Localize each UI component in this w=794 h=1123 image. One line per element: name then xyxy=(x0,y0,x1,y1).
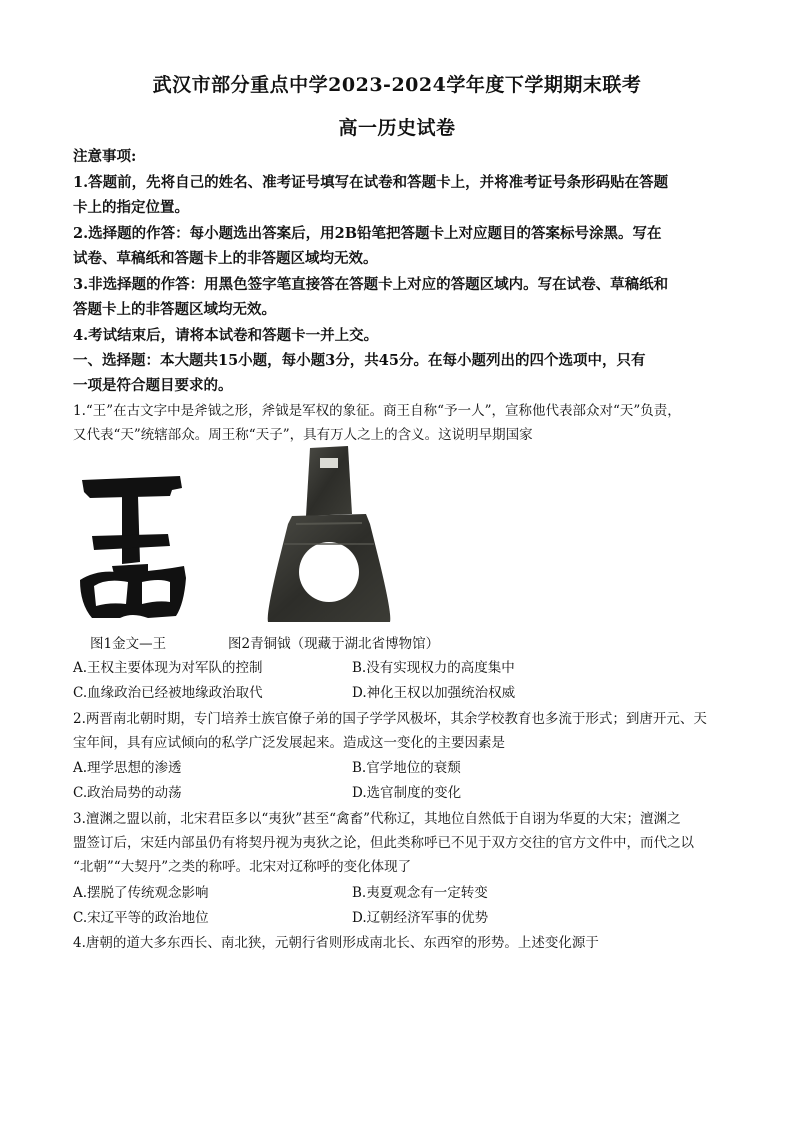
question-1-option-c: C.血缘政治已经被地缘政治取代 xyxy=(73,685,263,701)
question-3-option-a: A.摆脱了传统观念影响 xyxy=(73,885,209,901)
exam-title: 武汉市部分重点中学2023-2024学年度下学期期末联考 xyxy=(152,74,642,96)
question-3-option-b: B.夷夏观念有一定转变 xyxy=(352,885,488,901)
notes-line: 答题卡上的非答题区域均无效。 xyxy=(73,301,276,318)
figure-2-caption: 图2青铜钺（现藏于湖北省博物馆） xyxy=(228,636,440,652)
question-3-option-d: D.辽朝经济军事的优势 xyxy=(352,910,489,926)
bronze-yue-axe-figure xyxy=(262,444,396,626)
notes-line: 2.选择题的作答：每小题选出答案后，用2B铅笔把答题卡上对应题目的答案标号涂黑。写在 xyxy=(73,225,662,242)
notes-line: 4.考试结束后，请将本试卷和答题卡一并上交。 xyxy=(73,327,379,344)
question-3-text: 盟签订后，宋廷内部虽仍有将契丹视为夷狄之论，但此类称呼已不见于双方交往的官方文件中，而代之以 xyxy=(73,835,694,851)
question-4-text: 4.唐朝的道大多东西长、南北狭，元朝行省则形成南北长、东西窄的形势。上述变化源于 xyxy=(73,935,599,951)
jinwen-wang-figure xyxy=(76,474,188,622)
section-heading-line: 一项是符合题目要求的。 xyxy=(73,377,233,394)
question-2-option-b: B.官学地位的衰颓 xyxy=(352,760,461,776)
exam-subtitle: 高一历史试卷 xyxy=(338,117,456,139)
question-2-option-d: D.选官制度的变化 xyxy=(352,785,462,801)
notes-heading: 注意事项: xyxy=(73,148,137,165)
question-3-option-c: C.宋辽平等的政治地位 xyxy=(73,910,209,926)
question-3-text: “北朝”“大契丹”之类的称呼。北宋对辽称呼的变化体现了 xyxy=(73,859,412,875)
notes-line: 卡上的指定位置。 xyxy=(73,199,189,216)
notes-line: 1.答题前，先将自己的姓名、准考证号填写在试卷和答题卡上，并将准考证号条形码贴在答题 xyxy=(73,174,669,191)
notes-line: 3.非选择题的作答：用黑色签字笔直接答在答题卡上对应的答题区域内。写在试卷、草稿纸和 xyxy=(73,276,669,293)
question-1-text: 又代表“天”统辖部众。周王称“天子”，具有万人之上的含义。这说明早期国家 xyxy=(73,427,533,443)
question-2-text: 宝年间，具有应试倾向的私学广泛发展起来。造成这一变化的主要因素是 xyxy=(73,735,505,751)
section-heading-line: 一、选择题：本大题共15小题，每小题3分，共45分。在每小题列出的四个选项中，只有 xyxy=(73,352,646,369)
question-2-text: 2.两晋南北朝时期，专门培养士族官僚子弟的国子学学风极坏，其余学校教育也多流于形式；到唐开元、天 xyxy=(73,711,707,727)
question-1-option-a: A.王权主要体现为对军队的控制 xyxy=(73,660,263,676)
notes-line: 试卷、草稿纸和答题卡上的非答题区域均无效。 xyxy=(73,250,378,267)
question-2-option-c: C.政治局势的动荡 xyxy=(73,785,182,801)
question-1-option-b: B.没有实现权力的高度集中 xyxy=(352,660,515,676)
question-1-option-d: D.神化王权以加强统治权威 xyxy=(352,685,516,701)
question-3-text: 3.澶渊之盟以前，北宋君臣多以“夷狄”甚至“禽畜”代称辽，其地位自然低于自诩为华夏的大宋；澶渊之 xyxy=(73,811,681,827)
question-2-option-a: A.理学思想的渗透 xyxy=(73,760,182,776)
question-1-text: 1.“王”在古文字中是斧钺之形，斧钺是军权的象征。商王自称“予一人”，宣称他代表部众对“天”负责， xyxy=(73,403,681,419)
figure-1-caption: 图1金文—王 xyxy=(90,636,167,652)
